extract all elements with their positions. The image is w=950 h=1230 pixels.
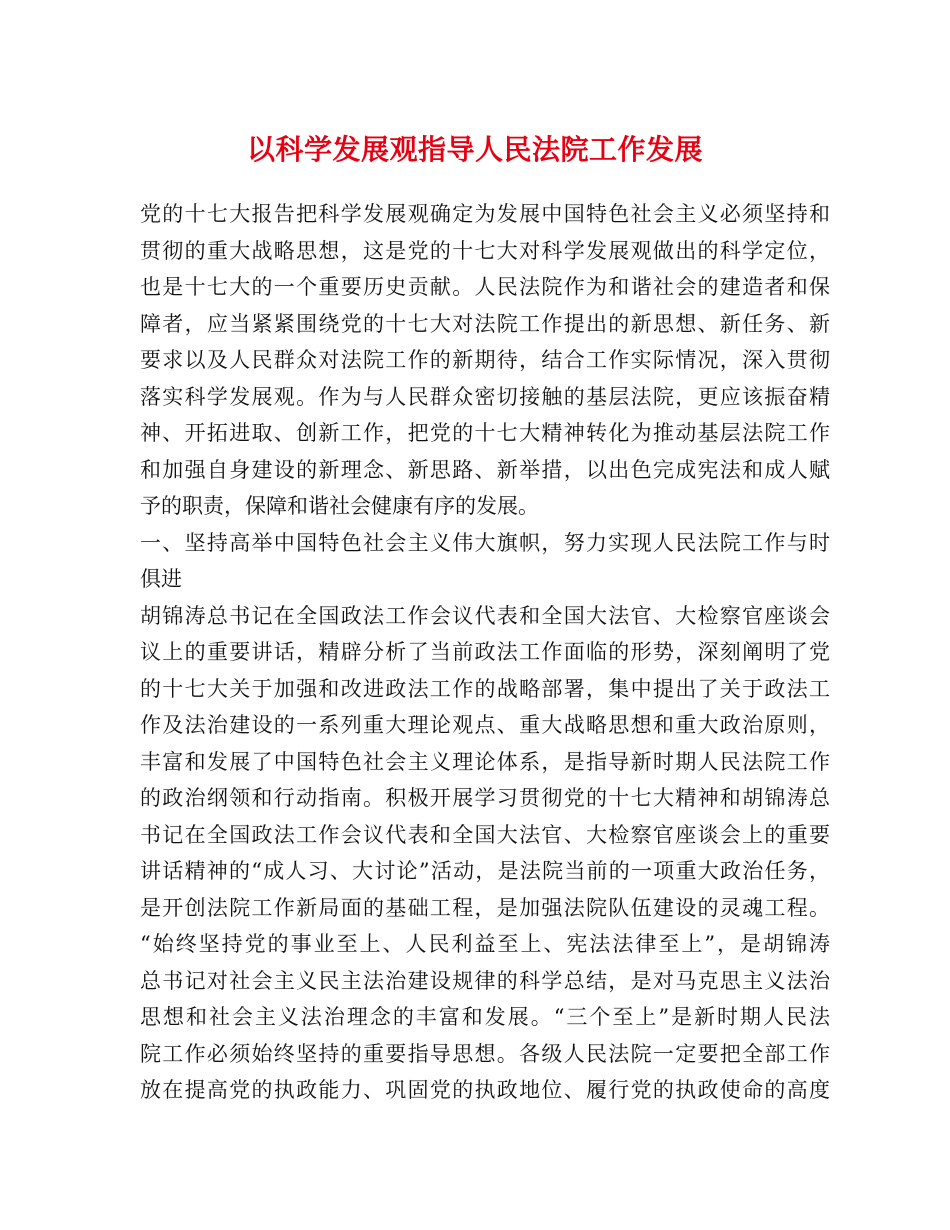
- body-line: 放在提高党的执政能力、巩固党的执政地位、履行党的执政使命的高度: [140, 1078, 830, 1102]
- body-line: 予的职责，保障和谐社会健康有序的发展。: [140, 494, 539, 518]
- body-line: 丰富和发展了中国特色社会主义理论体系，是指导新时期人民法院工作: [140, 749, 830, 774]
- body-line: 是开创法院工作新局面的基础工程，是加强法院队伍建设的灵魂工程。: [140, 895, 830, 920]
- body-line: 胡锦涛总书记在全国政法工作会议代表和全国大法官、大检察官座谈会: [140, 603, 830, 628]
- section-heading-line: 俱进: [140, 567, 182, 591]
- body-line: 神、开拓进取、创新工作，把党的十七大精神转化为推动基层法院工作: [140, 421, 830, 445]
- body-line: 总书记对社会主义民主法治建设规律的科学总结，是对马克思主义法治: [140, 968, 830, 993]
- document-body: [140, 196, 830, 1109]
- body-line: 也是十七大的一个重要历史贡献。人民法院作为和谐社会的建造者和保: [140, 275, 830, 299]
- body-line: 作及法治建设的一系列重大理论观点、重大战略思想和重大政治原则，: [140, 713, 830, 737]
- body-line: 的政治纲领和行动指南。积极开展学习贯彻党的十七大精神和胡锦涛总: [140, 786, 830, 810]
- body-line: 议上的重要讲话，精辟分析了当前政法工作面临的形势，深刻阐明了党: [140, 640, 830, 664]
- body-line: “始终坚持党的事业至上、人民利益至上、宪法法律至上”，是胡锦涛: [140, 932, 830, 956]
- body-line: 和加强自身建设的新理念、新思路、新举措，以出色完成宪法和成人赋: [140, 457, 830, 482]
- body-line: 党的十七大报告把科学发展观确定为发展中国特色社会主义必须坚持和: [140, 202, 830, 226]
- section-heading-line: 一、坚持高举中国特色社会主义伟大旗帜，努力实现人民法院工作与时: [140, 530, 830, 555]
- body-line: 讲话精神的“成人习、大讨论”活动，是法院当前的一项重大政治任务，: [140, 859, 830, 883]
- body-line: 院工作必须始终坚持的重要指导思想。各级人民法院一定要把全部工作: [140, 1041, 830, 1066]
- body-line: 书记在全国政法工作会议代表和全国大法官、大检察官座谈会上的重要: [140, 822, 830, 847]
- body-line: 思想和社会主义法治理念的丰富和发展。“三个至上”是新时期人民法: [140, 1005, 830, 1029]
- body-line: 障者，应当紧紧围绕党的十七大对法院工作提出的新思想、新任务、新: [140, 311, 830, 336]
- document-title: 以科学发展观指导人民法院工作发展: [246, 133, 703, 166]
- body-line: 落实科学发展观。作为与人民群众密切接触的基层法院，更应该振奋精: [140, 384, 830, 409]
- body-line: 贯彻的重大战略思想，这是党的十七大对科学发展观做出的科学定位，: [140, 238, 830, 263]
- body-line: 要求以及人民群众对法院工作的新期待，结合工作实际情况，深入贯彻: [140, 348, 830, 372]
- body-line: 的十七大关于加强和改进政法工作的战略部署，集中提出了关于政法工: [140, 676, 830, 701]
